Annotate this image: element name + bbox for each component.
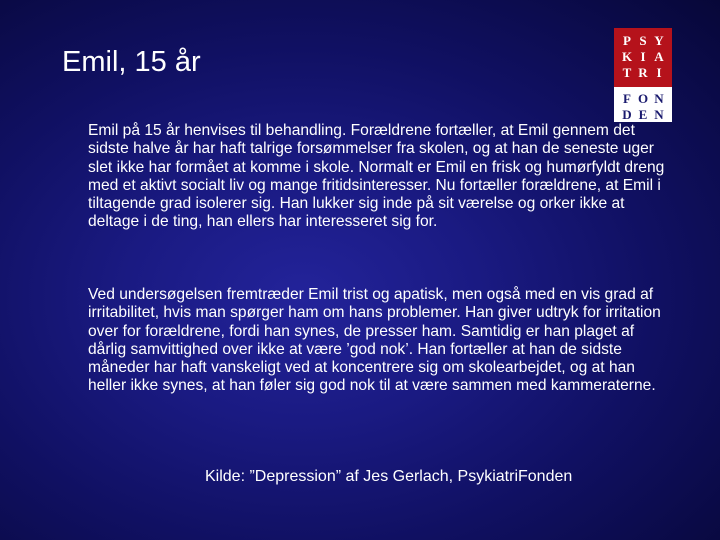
logo-letter: F (623, 91, 631, 106)
logo-letter: K (621, 49, 633, 64)
logo-red-block (614, 28, 672, 87)
logo-letter: A (654, 49, 664, 64)
logo-letter: O (637, 91, 649, 106)
logo-letter: E (638, 107, 648, 122)
logo-row (614, 33, 672, 49)
logo-letter: I (640, 49, 646, 64)
logo-letter: D (622, 107, 632, 122)
logo-row (614, 91, 672, 107)
logo-row (614, 49, 672, 65)
psykiatrifonden-logo (614, 28, 672, 122)
logo-letter: I (656, 65, 662, 80)
logo-letter: N (654, 91, 664, 106)
logo-letter: T (622, 65, 632, 80)
logo-white-block (614, 87, 672, 122)
source-citation: Kilde: ”Depression” af Jes Gerlach, PsykiatriFonden (205, 468, 573, 485)
logo-letter: P (623, 33, 631, 48)
logo-row (614, 107, 672, 123)
slide-title: Emil, 15 år (62, 46, 201, 78)
logo-letter: Y (654, 33, 664, 48)
case-paragraph-examination: Ved undersøgelsen fremtræder Emil trist og apatisk, men også med en vis grad af irritabilitet, hvis man spørger ham om hans problemer. Han giver udtryk for irritation over for forældrene, fordi han synes, de presser ham. Samtidig er han plaget af dårlig samvittighed over ikke at være ’god nok’. Han fortæller at han de sidste måneder har haft vanskeligt ved at koncentrere sig om skolearbejdet, og at han heller ikke synes, at han føler sig god nok til at være sammen med kammeraterne. (88, 286, 661, 395)
logo-row (614, 65, 672, 81)
logo-letter: S (639, 33, 647, 48)
logo-letter: R (638, 65, 648, 80)
logo-letter: N (654, 107, 664, 122)
case-paragraph-referral: Emil på 15 år henvises til behandling. Forældrene fortæller, at Emil gennem det sidste halve år har haft talrige forsømmelser fra skolen, og at han de seneste uger slet ikke har formået at komme i skole. Normalt er Emil en frisk og humørfyldt dreng med et aktivt socialt liv og mange fritidsinteresser. Nu fortæller forældrene, at Emil i tiltagende grad isolerer sig. Han lukker sig inde på sit værelse og orker ikke at deltage i de ting, han ellers har interesseret sig for. (88, 122, 665, 231)
